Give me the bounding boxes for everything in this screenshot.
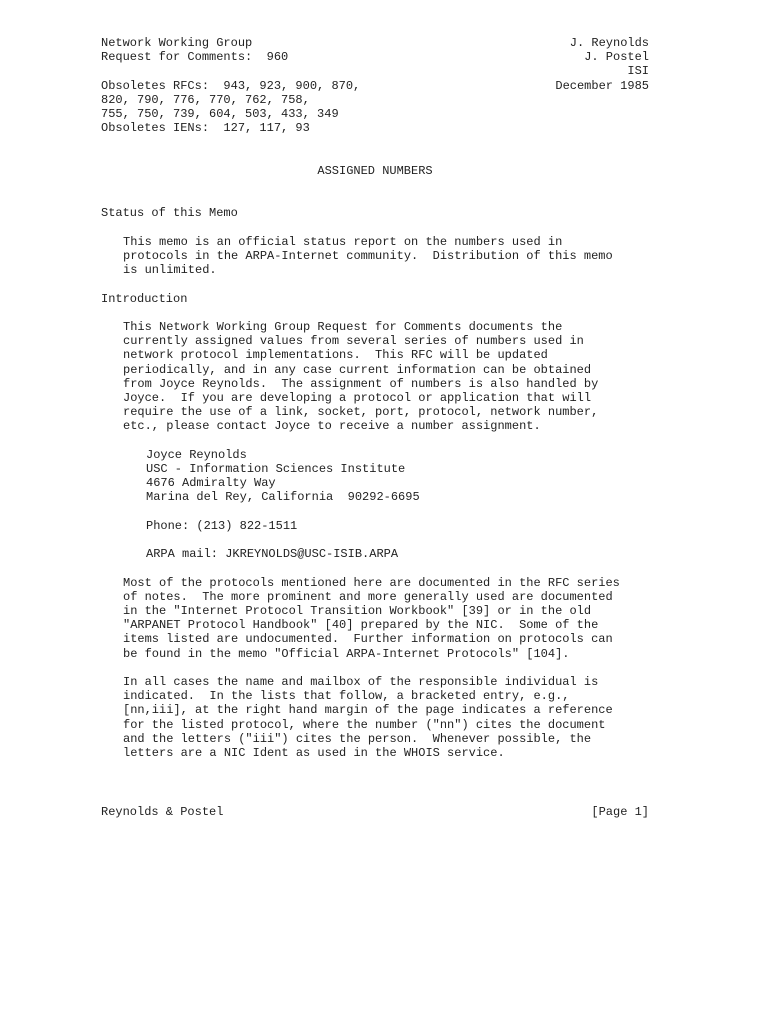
contact-phone: Phone: (213) 822-1511: [146, 518, 298, 533]
intro-line: Most of the protocols mentioned here are documented in the RFC series: [123, 575, 620, 590]
intro-line: "ARPANET Protocol Handbook" [40] prepared by the NIC. Some of the: [123, 618, 599, 633]
header-obsoletes-rfcs: Obsoletes RFCs: 943, 923, 900, 870,: [101, 78, 361, 93]
header-obsoletes-rfcs-cont-2: 755, 750, 739, 604, 503, 433, 349: [101, 107, 339, 122]
status-line: is unlimited.: [123, 263, 217, 278]
intro-line: letters are a NIC Ident as used in the WHOIS service.: [123, 745, 505, 760]
intro-line: and the letters ("iii") cites the person. Whenever possible, the: [123, 731, 592, 746]
intro-paragraph-1: [101, 320, 649, 434]
intro-line: This Network Working Group Request for Comments documents the: [123, 319, 563, 334]
intro-line: items listed are undocumented. Further information on protocols can: [123, 632, 613, 647]
header-author-2: J. Postel: [584, 50, 649, 65]
header-row-1: [101, 36, 649, 50]
intro-line: from Joyce Reynolds. The assignment of numbers is also handled by: [123, 376, 599, 391]
intro-line: in the "Internet Protocol Transition Workbook" [39] or in the old: [123, 603, 592, 618]
rfc-page: [101, 36, 649, 760]
intro-line: periodically, and in any case current information can be obtained: [123, 362, 592, 377]
header-rfc-number: Request for Comments: 960: [101, 50, 289, 65]
page-footer: [101, 805, 649, 819]
status-line: protocols in the ARPA-Internet community. Distribution of this memo: [123, 248, 613, 263]
status-heading: Status of this Memo: [101, 206, 238, 221]
intro-paragraph-2: [101, 576, 649, 661]
address-line: Joyce Reynolds: [146, 447, 247, 462]
header-obsoletes-iens: Obsoletes IENs: 127, 117, 93: [101, 121, 310, 136]
intro-line: Joyce. If you are developing a protocol or application that will: [123, 390, 592, 405]
header-row-2: [101, 50, 649, 64]
intro-line: for the listed protocol, where the number ("nn") cites the document: [123, 717, 606, 732]
document-title: ASSIGNED NUMBERS: [317, 163, 433, 178]
intro-line: etc., please contact Joyce to receive a number assignment.: [123, 419, 541, 434]
address-line: 4676 Admiralty Way: [146, 476, 276, 491]
intro-paragraph-3: [101, 675, 649, 760]
contact-address: [101, 448, 649, 562]
header-obsoletes-rfcs-cont-1: 820, 790, 776, 770, 762, 758,: [101, 92, 310, 107]
header-date: December 1985: [555, 78, 649, 93]
intro-line: [nn,iii], at the right hand margin of the page indicates a reference: [123, 703, 613, 718]
introduction-heading: Introduction: [101, 291, 188, 306]
address-line: Marina del Rey, California 90292-6695: [146, 490, 420, 505]
contact-mail: ARPA mail: JKREYNOLDS@USC-ISIB.ARPA: [146, 547, 399, 562]
intro-line: In all cases the name and mailbox of the responsible individual is: [123, 674, 599, 689]
header-row-4: [101, 79, 649, 93]
intro-line: of notes. The more prominent and more generally used are documented: [123, 589, 613, 604]
page-number: [Page 1]: [591, 805, 649, 819]
header-org: ISI: [627, 64, 649, 79]
header-author-1: J. Reynolds: [569, 36, 649, 50]
address-line: USC - Information Sciences Institute: [146, 461, 406, 476]
intro-line: network protocol implementations. This RFC will be updated: [123, 348, 548, 363]
header-group: Network Working Group: [101, 36, 253, 50]
footer-authors: Reynolds & Postel: [101, 805, 224, 819]
intro-line: be found in the memo "Official ARPA-Internet Protocols" [104].: [123, 646, 570, 661]
intro-line: currently assigned values from several series of numbers used in: [123, 334, 584, 349]
status-paragraph: [101, 235, 649, 278]
header-row-3: [101, 64, 649, 78]
intro-line: require the use of a link, socket, port, protocol, network number,: [123, 405, 599, 420]
intro-line: indicated. In the lists that follow, a bracketed entry, e.g.,: [123, 689, 570, 704]
status-line: This memo is an official status report on the numbers used in: [123, 234, 563, 249]
